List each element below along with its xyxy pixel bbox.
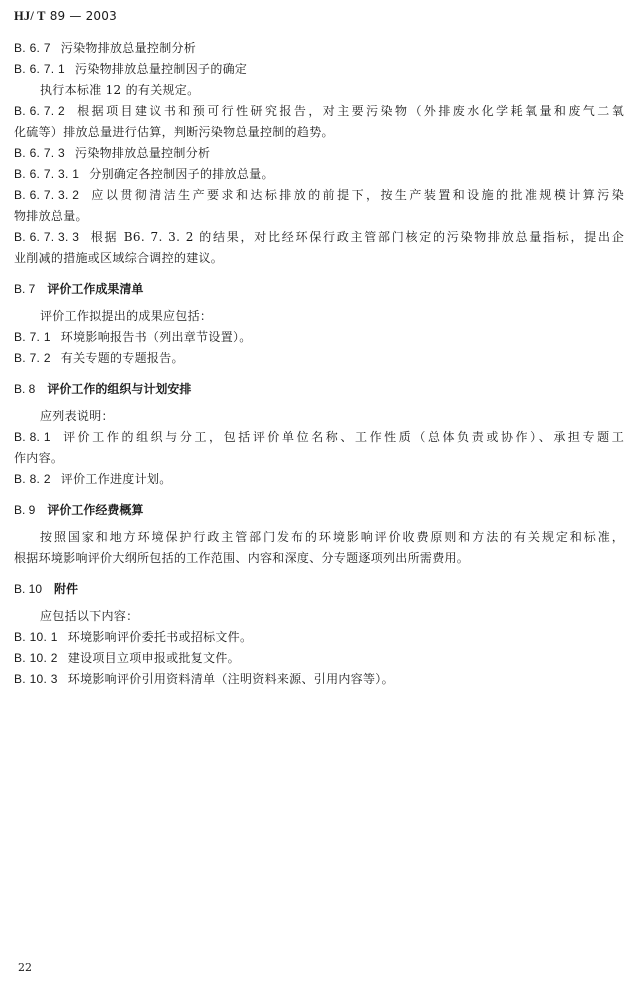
clause-text: 应以贯彻清洁生产要求和达标排放的前提下，按生产装置和设施的批准规模计算污染	[89, 188, 624, 202]
section-number: B. 9	[14, 503, 36, 517]
paragraph-line	[14, 548, 624, 569]
clause-number: B. 6. 7. 3. 2	[14, 188, 80, 202]
standard-number: 89 — 2003	[49, 9, 117, 23]
clause-number: B. 6. 7	[14, 41, 51, 55]
paragraph-line	[14, 80, 624, 101]
paragraph-text: 业削减的措施或区域综合调控的建议。	[14, 251, 224, 265]
section-number: B. 8	[14, 382, 36, 396]
clause-text: 分别确定各控制因子的排放总量。	[89, 167, 274, 181]
clause-b-10-2	[14, 648, 624, 669]
clause-number: B. 6. 7. 3	[14, 146, 66, 160]
clause-text: 根据项目建议书和预可行性研究报告，对主要污染物（外排废水化学耗氧量和废气二氧	[75, 104, 624, 118]
clause-number: B. 8. 1	[14, 430, 51, 444]
clause-text: 评价工作进度计划。	[60, 472, 172, 486]
section-heading-b-9	[14, 500, 624, 521]
paragraph-text: 应包括以下内容：	[40, 609, 139, 623]
paragraph-line	[14, 248, 624, 269]
clause-text: 污染物排放总量控制分析	[75, 146, 211, 160]
clause-b-10-3	[14, 669, 624, 690]
clause-b-6-7	[14, 38, 624, 59]
section-title: 附件	[54, 582, 79, 596]
paragraph-text: 应列表说明：	[40, 409, 114, 423]
clause-number: B. 6. 7. 3. 3	[14, 230, 80, 244]
clause-text: 评价工作的组织与分工，包括评价单位名称、工作性质（总体负责或协作）、承担专题工	[60, 430, 624, 444]
section-heading-b-10	[14, 579, 624, 600]
paragraph-line	[14, 122, 624, 143]
clause-text: 环境影响评价委托书或招标文件。	[67, 630, 253, 644]
clause-text: 建设项目立项申报或批复文件。	[67, 651, 240, 665]
clause-b-6-7-3-1	[14, 164, 624, 185]
section-heading-b-8	[14, 379, 624, 400]
clause-b-6-7-1	[14, 59, 624, 80]
clause-b-6-7-3-3	[14, 227, 624, 248]
section-title: 评价工作的组织与计划安排	[47, 382, 192, 396]
clause-number: B. 6. 7. 1	[14, 62, 66, 76]
paragraph-text: 按照国家和地方环境保护行政主管部门发布的环境影响评价收费原则和方法的有关规定和标准，	[40, 530, 624, 544]
clause-text: 环境影响评价引用资料清单（注明资料来源、引用内容等）。	[67, 672, 394, 686]
clause-number: B. 7. 1	[14, 330, 51, 344]
paragraph-text: 作内容。	[14, 451, 64, 465]
page-header	[14, 9, 117, 24]
paragraph-line	[14, 306, 624, 327]
clause-text: 环境影响报告书（列出章节设置）。	[60, 330, 252, 344]
document-body	[14, 38, 624, 690]
clause-number: B. 10. 3	[14, 672, 58, 686]
clause-text: 有关专题的专题报告。	[60, 351, 184, 365]
paragraph-text: 物排放总量。	[14, 209, 88, 223]
section-heading-b-7	[14, 279, 624, 300]
clause-number: B. 6. 7. 2	[14, 104, 66, 118]
clause-text: 根据 B6. 7. 3. 2 的结果，对比经环保行政主管部门核定的污染物排放总量指标，提出企	[89, 230, 624, 244]
section-number: B. 10	[14, 582, 43, 596]
clause-number: B. 10. 1	[14, 630, 58, 644]
clause-b-6-7-2	[14, 101, 624, 122]
clause-b-7-2	[14, 348, 624, 369]
clause-text: 污染物排放总量控制分析	[60, 41, 197, 55]
section-number: B. 7	[14, 282, 36, 296]
paragraph-line	[14, 606, 624, 627]
clause-b-7-1	[14, 327, 624, 348]
clause-number: B. 6. 7. 3. 1	[14, 167, 80, 181]
paragraph-text: 根据环境影响评价大纲所包括的工作范围、内容和深度、分专题逐项列出所需费用。	[14, 551, 470, 565]
clause-number: B. 7. 2	[14, 351, 51, 365]
page-number: 22	[18, 961, 32, 974]
paragraph-line	[14, 206, 624, 227]
paragraph-text: 化硫等）排放总量进行估算，判断污染物总量控制的趋势。	[14, 125, 334, 139]
section-title: 评价工作成果清单	[47, 282, 144, 296]
clause-b-6-7-3	[14, 143, 624, 164]
paragraph-text: 执行本标准 12 的有关规定。	[40, 83, 200, 97]
clause-number: B. 8. 2	[14, 472, 51, 486]
clause-b-8-1	[14, 427, 624, 448]
standard-code: HJ/ T	[14, 9, 46, 23]
paragraph-line	[14, 406, 624, 427]
clause-b-8-2	[14, 469, 624, 490]
clause-b-10-1	[14, 627, 624, 648]
section-title: 评价工作经费概算	[47, 503, 144, 517]
paragraph-text: 评价工作拟提出的成果应包括：	[40, 309, 213, 323]
clause-number: B. 10. 2	[14, 651, 58, 665]
paragraph-line	[14, 448, 624, 469]
clause-b-6-7-3-2	[14, 185, 624, 206]
clause-text: 污染物排放总量控制因子的确定	[75, 62, 248, 76]
paragraph-line	[14, 527, 624, 548]
